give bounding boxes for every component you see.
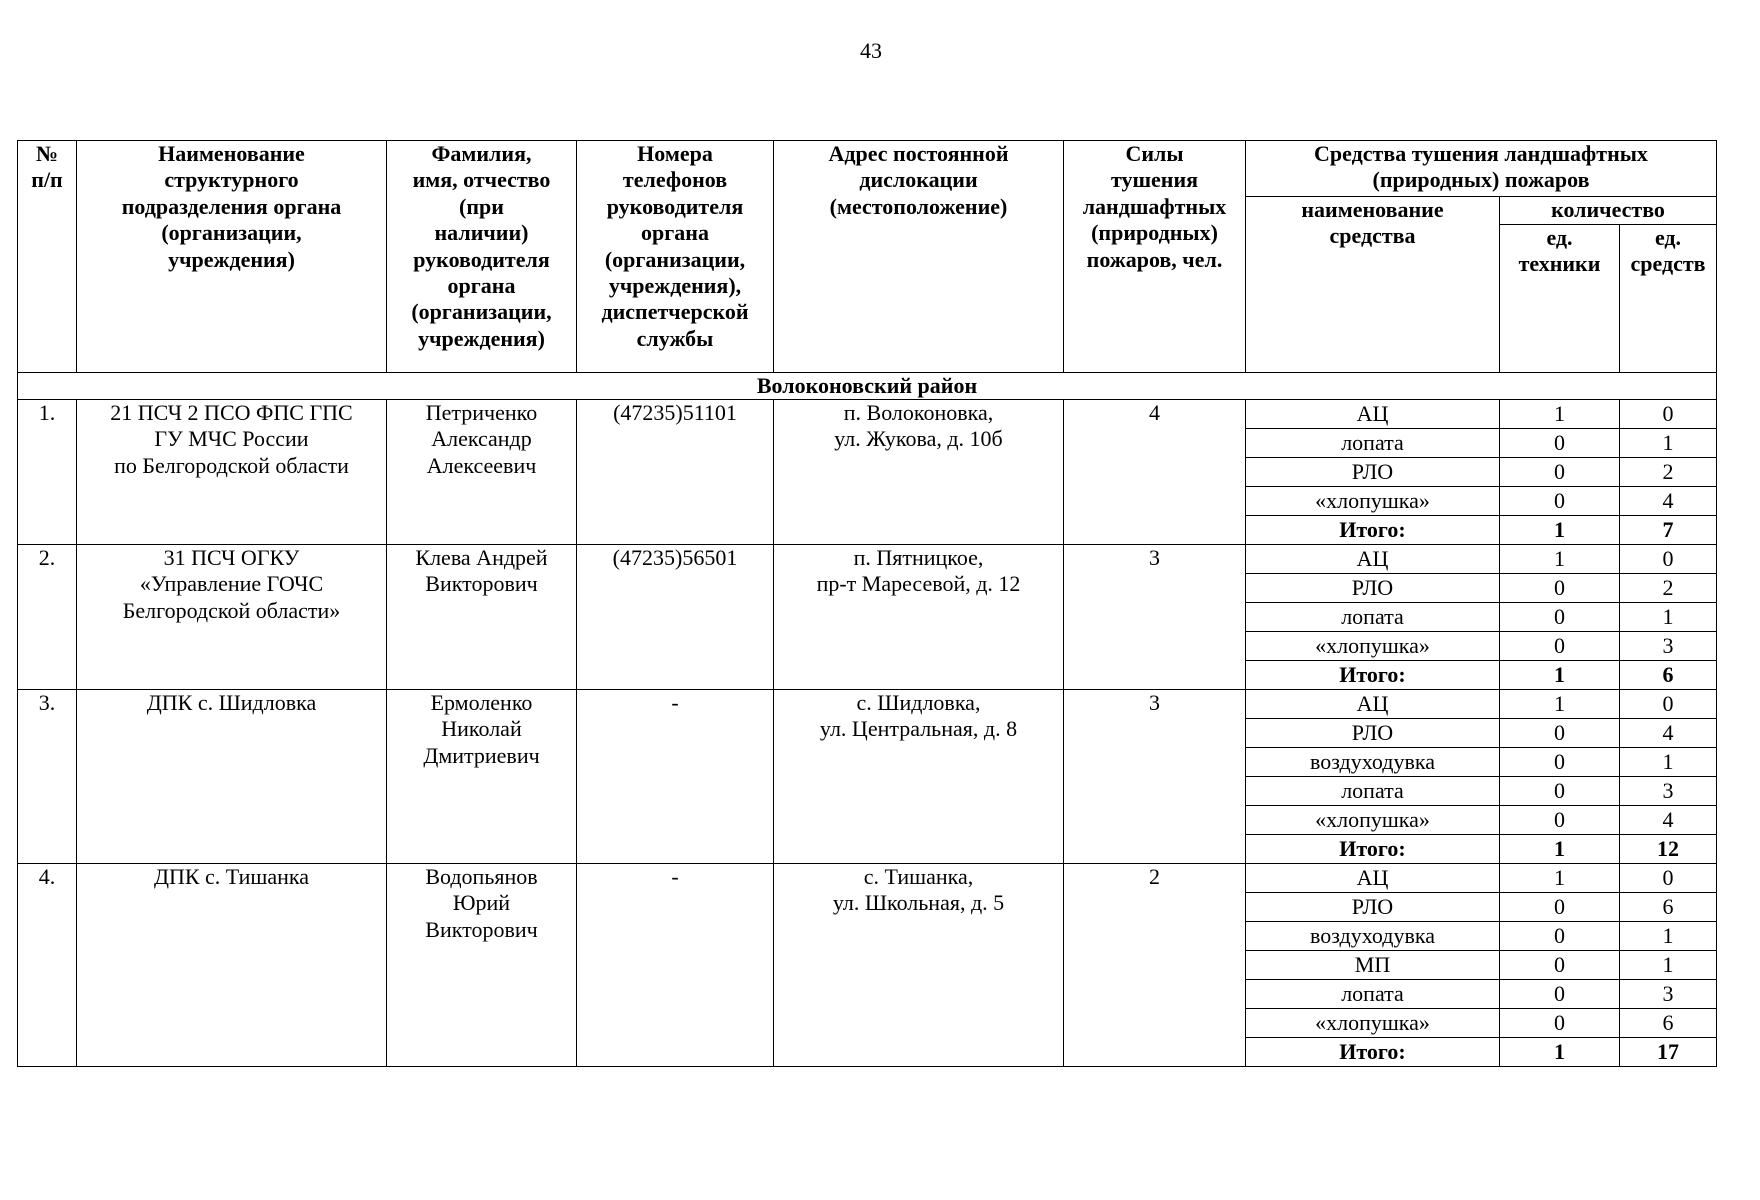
equipment-name: Итого: bbox=[1246, 516, 1500, 545]
equipment-name: «хлопушка» bbox=[1246, 1009, 1500, 1038]
equipment-name: «хлопушка» bbox=[1246, 632, 1500, 661]
district-heading: Волоконовский район bbox=[18, 373, 1717, 400]
equipment-name: РЛО bbox=[1246, 719, 1500, 748]
forces-count: 4 bbox=[1064, 400, 1246, 545]
address: п. Пятницкое, пр-т Маресевой, д. 12 bbox=[774, 545, 1064, 690]
units-means-value: 3 bbox=[1620, 980, 1717, 1009]
address: с. Тишанка, ул. Школьная, д. 5 bbox=[774, 864, 1064, 1067]
table-row bbox=[18, 400, 1717, 429]
equipment-name: АЦ bbox=[1246, 864, 1500, 893]
head-name: Ермоленко Николай Дмитриевич bbox=[387, 690, 577, 864]
head-name: Петриченко Александр Алексеевич bbox=[387, 400, 577, 545]
forces-count: 2 bbox=[1064, 864, 1246, 1067]
units-means-value: 0 bbox=[1620, 400, 1717, 429]
page-number: 43 bbox=[860, 38, 882, 63]
units-means-value: 12 bbox=[1620, 835, 1717, 864]
org-name: ДПК с. Шидловка bbox=[77, 690, 387, 864]
equipment-name: лопата bbox=[1246, 980, 1500, 1009]
equipment-name: РЛО bbox=[1246, 574, 1500, 603]
equipment-name: «хлопушка» bbox=[1246, 487, 1500, 516]
units-means-value: 6 bbox=[1620, 1009, 1717, 1038]
units-tech-value: 0 bbox=[1500, 777, 1620, 806]
units-tech-value: 1 bbox=[1500, 400, 1620, 429]
address: с. Шидловка, ул. Центральная, д. 8 bbox=[774, 690, 1064, 864]
units-tech-value: 0 bbox=[1500, 1009, 1620, 1038]
units-means-value: 1 bbox=[1620, 951, 1717, 980]
forces-count: 3 bbox=[1064, 545, 1246, 690]
equipment-name: «хлопушка» bbox=[1246, 806, 1500, 835]
row-number: 1. bbox=[18, 400, 77, 545]
equipment-name: Итого: bbox=[1246, 835, 1500, 864]
units-means-value: 6 bbox=[1620, 893, 1717, 922]
units-means-value: 4 bbox=[1620, 719, 1717, 748]
header-units-tech: ед. техники bbox=[1500, 225, 1620, 373]
units-tech-value: 0 bbox=[1500, 980, 1620, 1009]
units-tech-value: 1 bbox=[1500, 835, 1620, 864]
equipment-name: воздуходувка bbox=[1246, 748, 1500, 777]
equipment-name: АЦ bbox=[1246, 400, 1500, 429]
table-row bbox=[18, 690, 1717, 719]
units-tech-value: 0 bbox=[1500, 806, 1620, 835]
units-tech-value: 0 bbox=[1500, 487, 1620, 516]
phone-number: (47235)56501 bbox=[577, 545, 774, 690]
equipment-name: Итого: bbox=[1246, 661, 1500, 690]
forces-count: 3 bbox=[1064, 690, 1246, 864]
phone-number: - bbox=[577, 864, 774, 1067]
header-phones: Номера телефонов руководителя органа (организации, учреждения), диспетчерской службы bbox=[577, 141, 774, 373]
units-means-value: 1 bbox=[1620, 603, 1717, 632]
units-tech-value: 0 bbox=[1500, 458, 1620, 487]
row-number: 4. bbox=[18, 864, 77, 1067]
equipment-name: воздуходувка bbox=[1246, 922, 1500, 951]
equipment-name: РЛО bbox=[1246, 458, 1500, 487]
row-number: 3. bbox=[18, 690, 77, 864]
phone-number: - bbox=[577, 690, 774, 864]
units-means-value: 2 bbox=[1620, 458, 1717, 487]
equipment-name: МП bbox=[1246, 951, 1500, 980]
units-means-value: 4 bbox=[1620, 806, 1717, 835]
equipment-name: лопата bbox=[1246, 777, 1500, 806]
header-forces: Силы тушения ландшафтных (природных) пожаров, чел. bbox=[1064, 141, 1246, 373]
units-means-value: 7 bbox=[1620, 516, 1717, 545]
units-tech-value: 0 bbox=[1500, 632, 1620, 661]
units-means-value: 0 bbox=[1620, 545, 1717, 574]
units-means-value: 1 bbox=[1620, 748, 1717, 777]
units-means-value: 17 bbox=[1620, 1038, 1717, 1067]
header-means: Средства тушения ландшафтных (природных) пожаров bbox=[1246, 141, 1717, 197]
table-row bbox=[18, 864, 1717, 893]
units-tech-value: 0 bbox=[1500, 922, 1620, 951]
units-means-value: 1 bbox=[1620, 922, 1717, 951]
units-tech-value: 0 bbox=[1500, 893, 1620, 922]
units-means-value: 0 bbox=[1620, 864, 1717, 893]
units-tech-value: 0 bbox=[1500, 719, 1620, 748]
units-tech-value: 0 bbox=[1500, 429, 1620, 458]
equipment-name: лопата bbox=[1246, 603, 1500, 632]
equipment-name: Итого: bbox=[1246, 1038, 1500, 1067]
units-tech-value: 1 bbox=[1500, 516, 1620, 545]
units-tech-value: 1 bbox=[1500, 864, 1620, 893]
units-tech-value: 0 bbox=[1500, 748, 1620, 777]
address: п. Волоконовка, ул. Жукова, д. 10б bbox=[774, 400, 1064, 545]
table-row bbox=[18, 545, 1717, 574]
units-tech-value: 0 bbox=[1500, 951, 1620, 980]
units-tech-value: 1 bbox=[1500, 545, 1620, 574]
equipment-name: РЛО bbox=[1246, 893, 1500, 922]
units-means-value: 1 bbox=[1620, 429, 1717, 458]
header-org-name: Наименование структурного подразделения органа (организации, учреждения) bbox=[77, 141, 387, 373]
units-means-value: 0 bbox=[1620, 690, 1717, 719]
head-name: Водопьянов Юрий Викторович bbox=[387, 864, 577, 1067]
units-means-value: 2 bbox=[1620, 574, 1717, 603]
header-head-name: Фамилия, имя, отчество (при наличии) руководителя органа (организации, учреждения) bbox=[387, 141, 577, 373]
header-quantity: количество bbox=[1500, 197, 1717, 225]
equipment-name: лопата bbox=[1246, 429, 1500, 458]
units-tech-value: 1 bbox=[1500, 690, 1620, 719]
units-means-value: 3 bbox=[1620, 777, 1717, 806]
header-means-name: наименование средства bbox=[1246, 197, 1500, 373]
units-means-value: 4 bbox=[1620, 487, 1717, 516]
equipment-name: АЦ bbox=[1246, 545, 1500, 574]
units-tech-value: 0 bbox=[1500, 603, 1620, 632]
head-name: Клева Андрей Викторович bbox=[387, 545, 577, 690]
equipment-name: АЦ bbox=[1246, 690, 1500, 719]
units-tech-value: 1 bbox=[1500, 1038, 1620, 1067]
row-number: 2. bbox=[18, 545, 77, 690]
org-name: 31 ПСЧ ОГКУ «Управление ГОЧС Белгородской области» bbox=[77, 545, 387, 690]
units-means-value: 3 bbox=[1620, 632, 1717, 661]
org-name: ДПК с. Тишанка bbox=[77, 864, 387, 1067]
phone-number: (47235)51101 bbox=[577, 400, 774, 545]
header-address: Адрес постоянной дислокации (местоположение) bbox=[774, 141, 1064, 373]
header-units-means: ед. средств bbox=[1620, 225, 1717, 373]
header-num: № п/п bbox=[18, 141, 77, 373]
units-tech-value: 1 bbox=[1500, 661, 1620, 690]
units-means-value: 6 bbox=[1620, 661, 1717, 690]
fire-resources-table bbox=[17, 140, 1717, 1067]
org-name: 21 ПСЧ 2 ПСО ФПС ГПС ГУ МЧС России по Белгородской области bbox=[77, 400, 387, 545]
units-tech-value: 0 bbox=[1500, 574, 1620, 603]
